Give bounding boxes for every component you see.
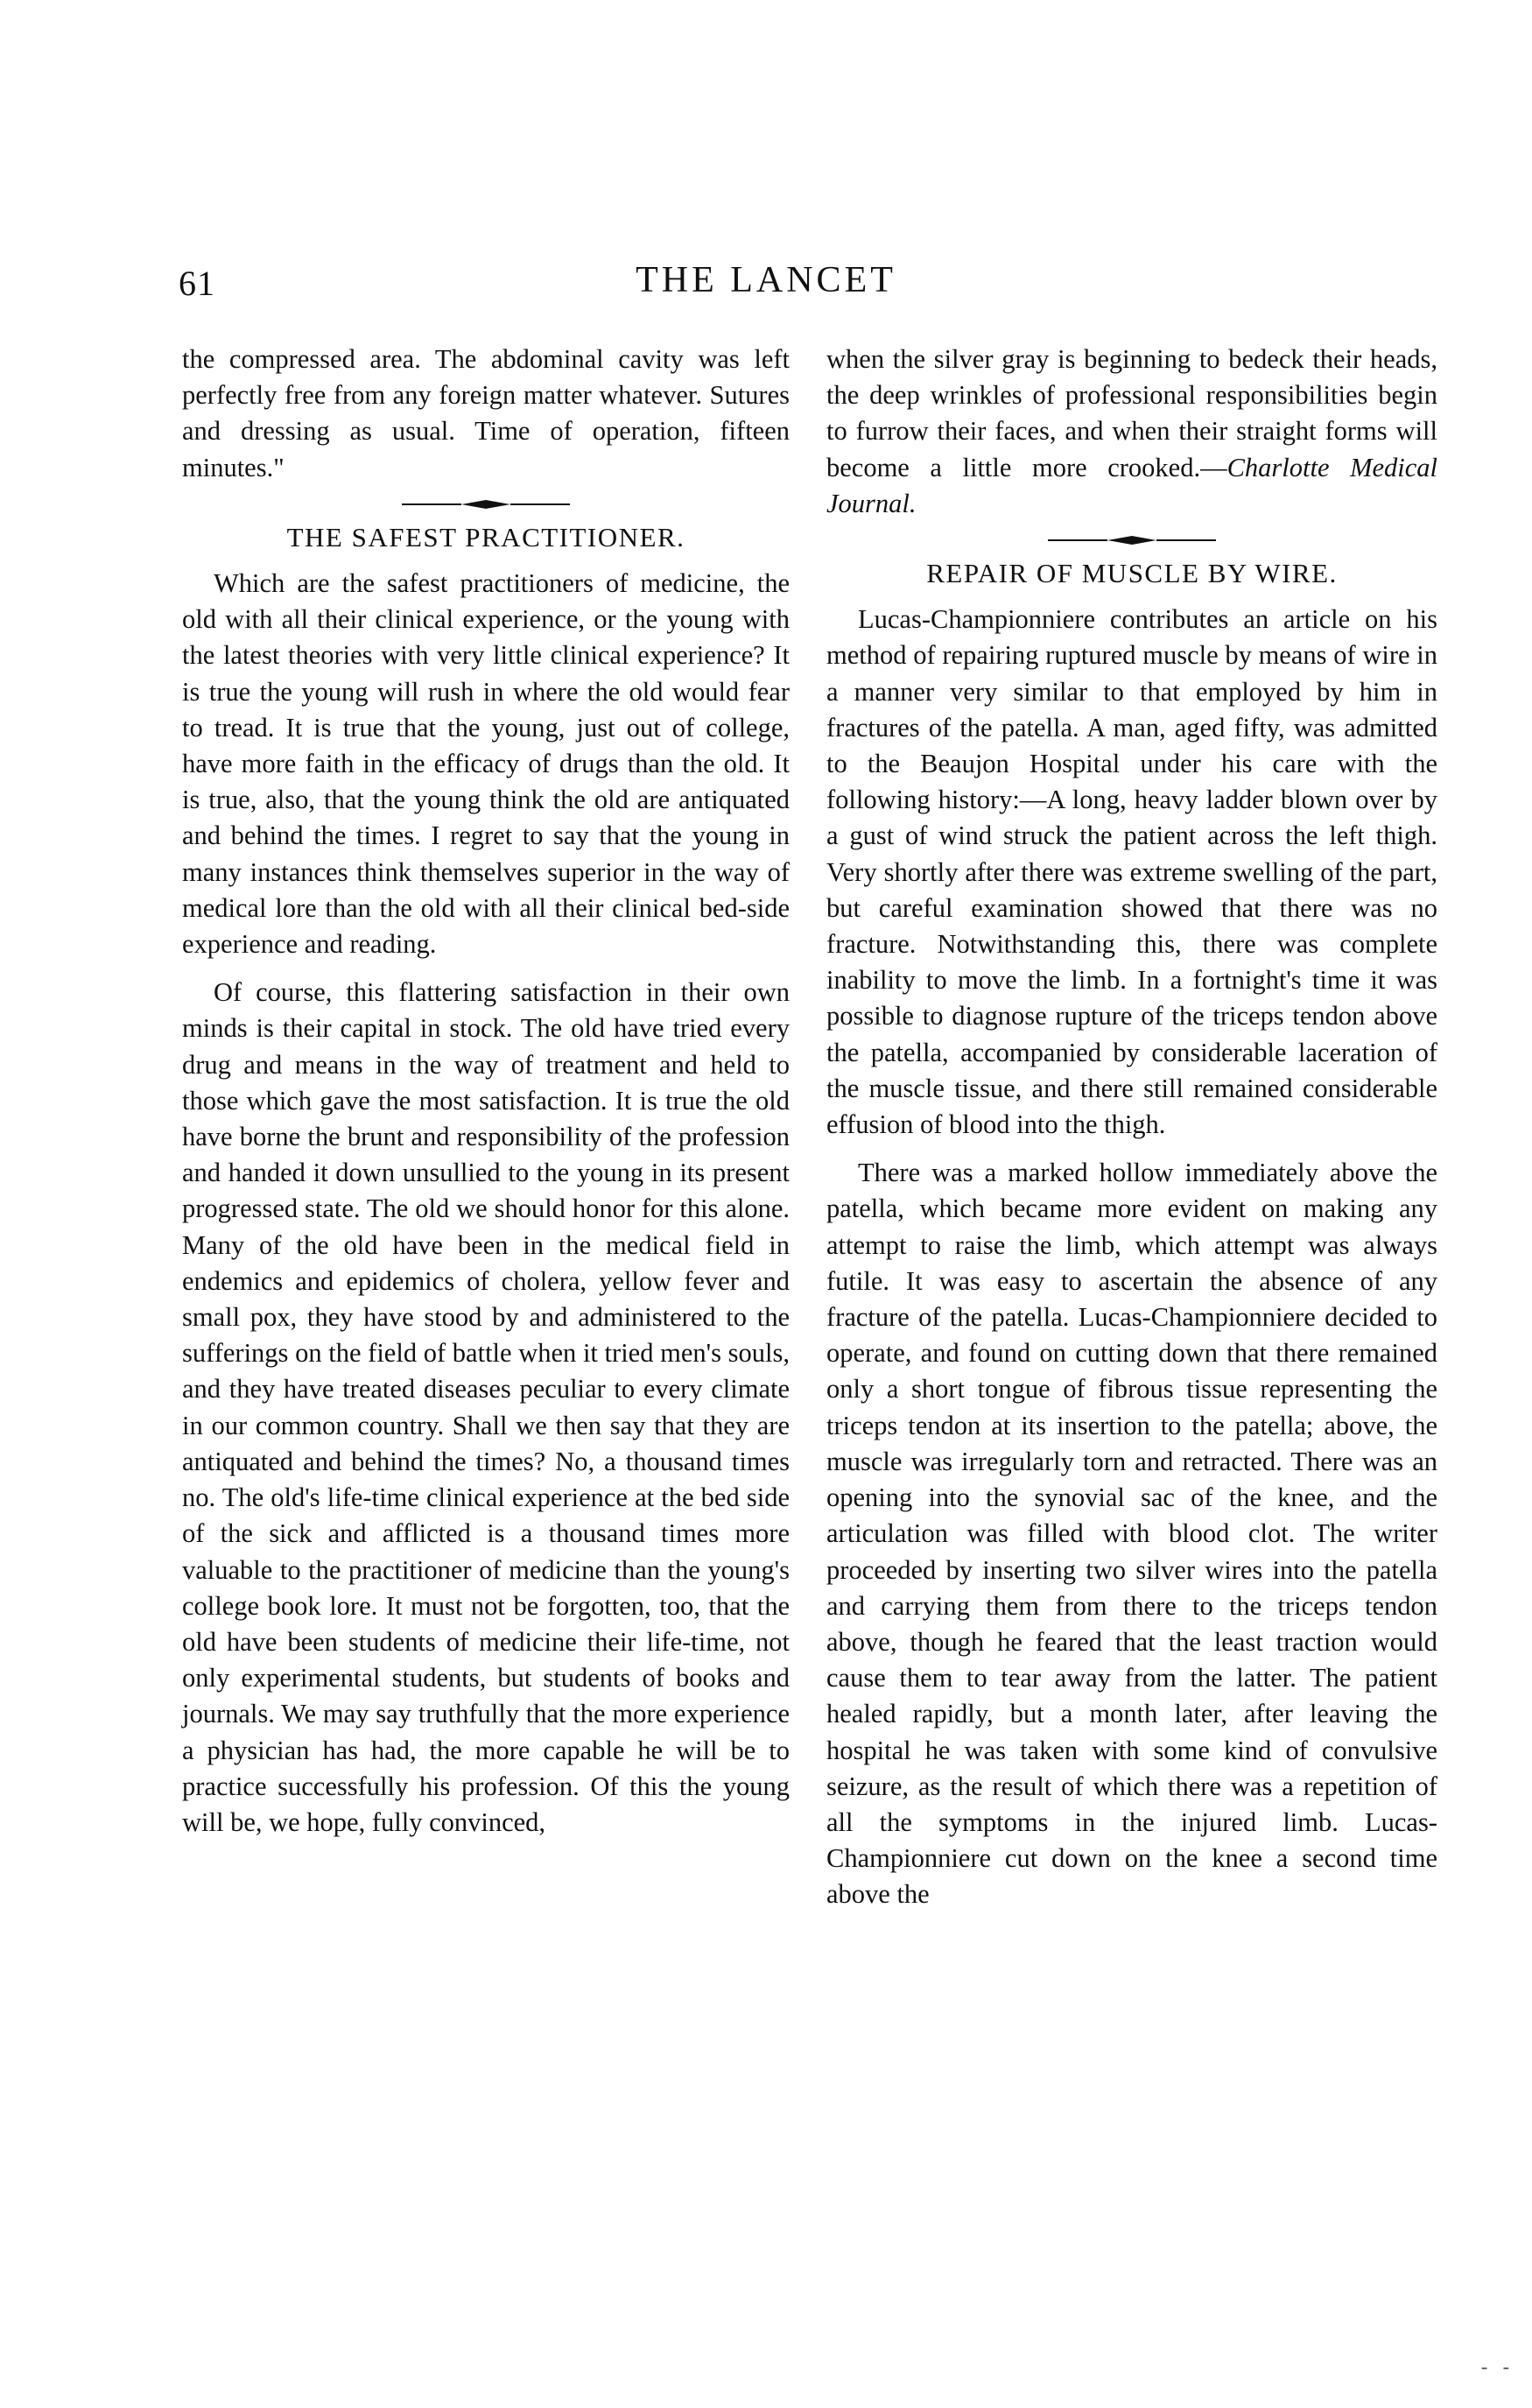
source-citation: Charlotte Medical Journal. — [826, 452, 1437, 518]
continuation-paragraph — [826, 341, 1437, 522]
article-paragraph: There was a marked hollow immediately above the patella, which became more evident on making any attempt to raise the limb, which attempt was always futile. It was easy to ascertain the absence of any fracture of the patella. Lucas-Championniere decided to operate, and found on cutting down that there remained only a short tongue of fibrous tissue representing the triceps tendon at its insertion to the patella; above, the muscle was irregularly torn and retracted. There was an opening into the synovial sac of the knee, and the articulation was filled with blood clot. The writer proceeded by inserting two silver wires into the patella and carrying them from there to the triceps tendon above, though he feared that the least traction would cause them to tear away from the latter. The patient healed rapidly, but a month later, after leaving the hospital he was taken with some kind of convulsive seizure, as the result of which there was a repetition of all the symptoms in the injured limb. Lucas-Championniere cut down on the knee a second time above the — [826, 1158, 1437, 1910]
section-divider-ornament — [1044, 534, 1219, 546]
continuation-text: when the silver gray is beginning to bedeck their heads, the deep wrinkles of professional responsibilities begin to furrow their faces, and when their straight forms will become a little more crooked.— — [826, 344, 1437, 482]
left-column — [182, 341, 790, 1853]
right-column — [826, 341, 1437, 1926]
running-title: THE LANCET — [636, 260, 896, 300]
article-paragraph: Of course, this flattering satisfaction in their own minds is their capital in stock. The old have tried every drug and means in the way of treatment and held to those which gave the most satisfaction. It is true the old have borne the brunt and responsibility of the profession and handed it down unsullied to the young in its present progressed state. The old we should honor for this alone. Many of the old have been in the medical field in endemics and epidemics of cholera, yellow fever and small pox, they have stood by and administered to the sufferings on the field of battle when it tried men's souls, and they have treated diseases peculiar to every climate in our common country. Shall we then say that they are antiquated and behind the times? No, a thousand times no. The old's life-time clinical experience at the bed side of the sick and afflicted is a thousand times more valuable to the practitioner of medicine than the young's college book lore. It must not be forgotten, too, that the old have been students of medicine their life-time, not only experimental students, but students of books and journals. We may say truthfully that the more experience a physician has had, the more capable he will be to practice successfully his profession. Of this the young will be, we hope, fully convinced, — [182, 977, 790, 1837]
section-divider-ornament — [398, 498, 573, 510]
intro-paragraph: the compressed area. The abdominal cavity was left perfectly free from any foreign matter whatever. Sutures and dressing as usual. Time of operation, fifteen minutes." — [182, 344, 790, 482]
scan-corner-mark: - - — [1480, 2355, 1514, 2377]
article-paragraph: Lucas-Championniere contributes an article on his method of repairing ruptured muscle by means of wire in a manner very similar to that employed by him in fractures of the patella. A man, aged fifty, was admitted to the Beaujon Hospital under his care with the following history:—A long, heavy ladder blown over by a gust of wind struck the patient across the left thigh. Very shortly after there was extreme swelling of the part, but careful examination showed that there was no fracture. Notwithstanding this, there was complete inability to move the limb. In a fortnight's time it was possible to diagnose rupture of the triceps tendon above the patella, accompanied by considerable laceration of the muscle tissue, and there still remained considerable effusion of blood into the thigh. — [826, 604, 1437, 1140]
page-number: 61 — [179, 264, 215, 303]
section-title-repair-of-muscle: REPAIR OF MUSCLE BY WIRE. — [926, 558, 1338, 589]
section-title-safest-practitioner: THE SAFEST PRACTITIONER. — [286, 521, 685, 553]
article-paragraph: Which are the safest practitioners of medicine, the old with all their clinical experience, or the young with the latest theories with very little clinical experience? It is true the young will rush in where the old would fear to tread. It is true that the young, just out of college, have more faith in the efficacy of drugs than the old. It is true, also, that the young think the old are antiquated and behind the times. I regret to say that the young in many instances think themselves superior in the way of medical lore than the old with all their clinical bed-side experience and reading. — [182, 568, 790, 960]
